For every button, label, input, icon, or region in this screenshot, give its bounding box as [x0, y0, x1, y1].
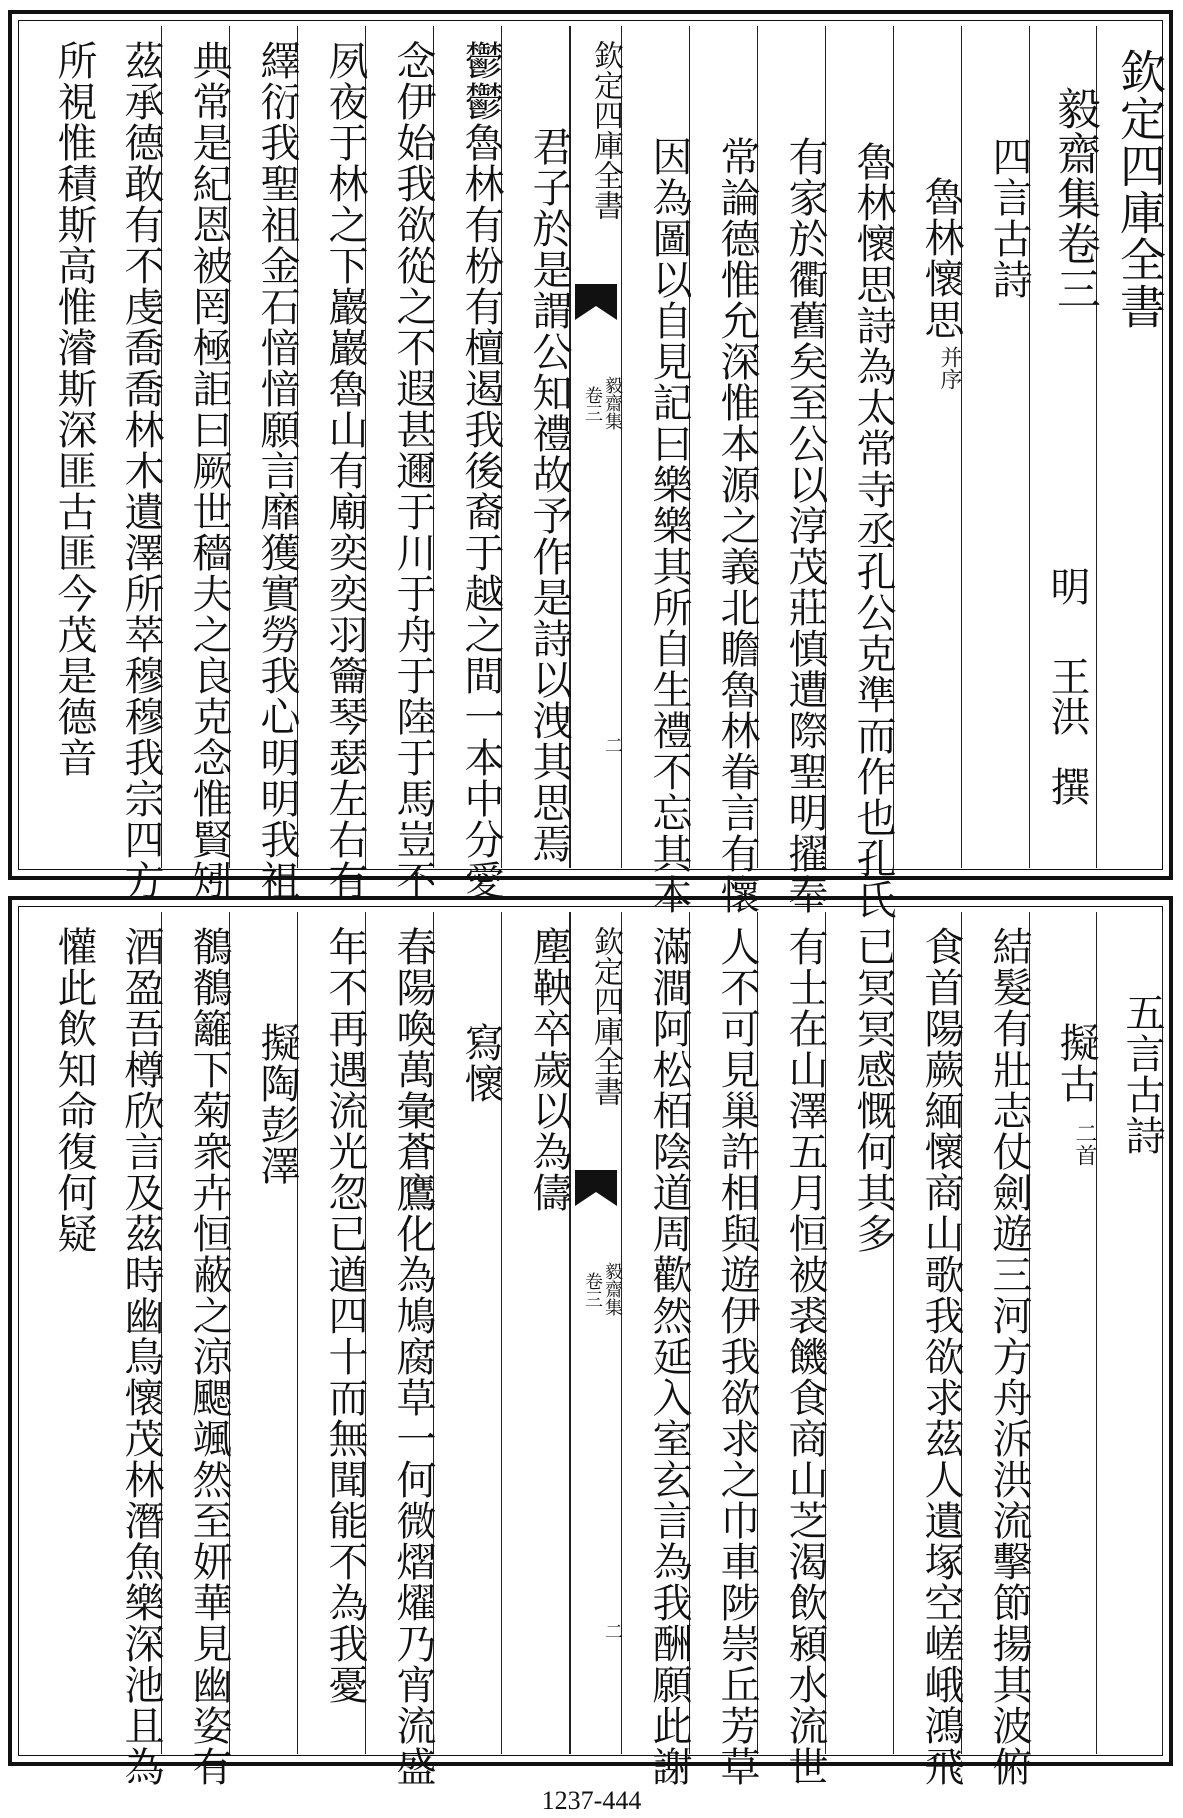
column: [826, 26, 896, 920]
text-line: 所視惟積斯高惟濬斯深匪古匪今茂是德音: [51, 40, 97, 778]
lower-page-frame: [8, 896, 1173, 1787]
author-name: 王洪: [1044, 656, 1090, 736]
text-line: 夙夜于林之下巖巖魯山有廟奕奕羽籥琴瑟左右有: [322, 40, 368, 901]
text-line: 有家於衢舊矣至公以淳茂莊慎遭際聖明擢奉: [782, 136, 828, 915]
author-dynasty: 明: [1044, 566, 1090, 606]
text-line: 常論德惟允深惟本源之義北瞻魯林眷言有懷: [714, 136, 760, 915]
column: [1030, 912, 1097, 1754]
center-volume: 卷三: [582, 1272, 603, 1308]
center-page-number: 二: [602, 1622, 623, 1640]
column: [622, 912, 692, 1787]
poem-title: 擬陶彭澤: [254, 1022, 300, 1186]
column: [24, 26, 97, 868]
text-line: 酒盈吾樽欣言及茲時幽鳥懷茂林潛魚樂深池且為: [118, 926, 164, 1787]
column: [758, 912, 828, 1787]
center-title: 欽定四庫全書: [588, 40, 623, 220]
column: [962, 26, 1030, 868]
center-strip: [570, 912, 622, 1754]
column: [962, 912, 1032, 1787]
poem-count-note: 二首: [1072, 1122, 1097, 1166]
text-line: 君子於是謂公知禮故予作是詩以洩其思焉: [526, 126, 572, 864]
section-heading: 四言古詩: [986, 136, 1032, 300]
preface-note: 并序: [937, 346, 962, 390]
column: [894, 912, 964, 1787]
column: [366, 26, 436, 901]
column: [298, 912, 366, 1754]
column: [1030, 26, 1100, 868]
text-line: 典常是紀恩被罔極詎曰厥世穡夫之良克念惟賢矧: [186, 40, 232, 901]
text-line: 結髮有壯志仗劍遊三河方舟泝洪流擊節揚其波俯: [986, 926, 1032, 1787]
column: [434, 912, 502, 1754]
text-line: 繹衍我聖祖金石愔愔願言靡獲實勞我心明明我祖: [254, 40, 300, 901]
library-title: 欽定四庫全書: [1113, 48, 1167, 330]
column: [690, 912, 760, 1787]
text-line: 春陽喚萬彙蒼鷹化為鳩腐草一何微熠燿乃宵流盛: [390, 926, 436, 1787]
poem-title: 擬古: [1053, 1022, 1099, 1104]
author-role: 撰: [1044, 766, 1090, 806]
column: [826, 912, 894, 1754]
text-line: 有士在山澤五月恒被裘饑食商山芝渴飲潁水流世: [782, 926, 828, 1787]
upper-page-frame: [8, 10, 1173, 920]
poem-title: 魯林懷思: [918, 176, 964, 340]
column: [1097, 26, 1167, 868]
text-line: 鶺鶺籬下菊衆卉恒蔽之涼颸颯然至妍華見幽姿有: [186, 926, 232, 1787]
column: [94, 26, 164, 901]
center-title: 欽定四庫全書: [588, 926, 623, 1106]
column: [502, 26, 570, 868]
column: [230, 26, 300, 901]
center-book: 毅齋集: [602, 376, 623, 430]
poem-title: 寫懷: [458, 1022, 504, 1104]
text-line: 懽此飲知命復何疑: [51, 926, 97, 1254]
column: [622, 26, 692, 915]
text-line: 魯林懷思詩為太常寺丞孔公克準而作也孔氏: [850, 141, 896, 920]
text-line: 念伊始我欲從之不遐甚邇于川于舟于陸于馬豈不: [390, 40, 436, 901]
column: [502, 912, 570, 1754]
column: [434, 26, 504, 901]
column: [94, 912, 164, 1787]
text-line: 已冥冥感慨何其多: [850, 926, 896, 1254]
column: [298, 26, 368, 901]
text-line: 滿澗阿松栢陰道周歡然延入室玄言為我酬願此謝: [646, 926, 692, 1787]
text-line: 年不再遇流光忽已遒四十而無聞能不為我憂: [322, 926, 368, 1705]
column: [690, 26, 760, 915]
center-page-number: 二: [602, 736, 623, 754]
column: [366, 912, 436, 1787]
center-volume: 卷三: [582, 386, 603, 422]
text-line: 人不可見巢許相與遊伊我欲求之巾車陟崇丘芳草: [714, 926, 760, 1787]
column: [1097, 912, 1163, 1754]
text-line: 食首陽蕨緬懷商山歌我欲求茲人遺塚空嵯峨鴻飛: [918, 926, 964, 1787]
text-line: 因為圖以自見記曰樂樂其所自生禮不忘其本: [646, 136, 692, 915]
text-line: 茲承德敢有不虔喬喬林木遺澤所萃穆穆我宗四方: [118, 40, 164, 901]
column: [894, 26, 962, 868]
fish-tail-mark-icon: [575, 284, 617, 350]
column: [758, 26, 828, 915]
page-footer-number: 1237-444: [541, 1786, 642, 1815]
lower-page: [0, 890, 1183, 1787]
column: [162, 26, 232, 901]
text-line: 鬱鬱魯林有枌有檀遏我後裔于越之間一本中分愛: [458, 40, 504, 901]
column: [24, 912, 97, 1754]
center-book: 毅齋集: [602, 1262, 623, 1316]
volume-title: 毅齋集卷三: [1049, 86, 1100, 311]
text-line: 塵鞅卒歲以為儔: [526, 926, 572, 1213]
column: [230, 912, 298, 1754]
fish-tail-mark-icon: [575, 1170, 617, 1236]
center-strip: [570, 26, 622, 868]
column: [162, 912, 232, 1787]
section-heading: 五言古詩: [1119, 992, 1165, 1156]
